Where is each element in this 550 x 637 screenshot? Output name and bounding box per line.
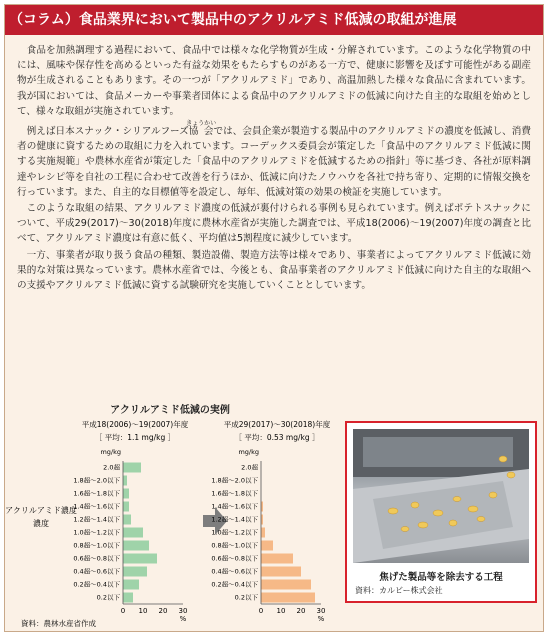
paragraph-1: 食品を加熱調理する過程において、食品中では様々な化学物質が生成・分解されています。このような化学物質の中には、風味や保存性を高めるといった有益な効果をもたらすものがある一方で、健康に影響を及ぼす可能性がある副産物が生成されることもあります。その一つが「アクリルアミド」であり、高温加熱した様々な食品に含まれています。我が国においては、食品メーカーや事業者団体による食品中のアクリルアミドの低減に向けた自主的な取組を始めとして、様々な取組が実施されています。 (17, 45, 531, 117)
bar-2017 (261, 528, 265, 538)
category-label-2006: 1.6超〜1.8以下 (73, 489, 120, 498)
category-label-2006: 1.4超〜1.6以下 (73, 502, 120, 511)
category-label-2017: 1.4超〜1.6以下 (211, 502, 258, 511)
y-axis-label-2: 濃度 (33, 519, 49, 528)
chart-title: アクリルアミド低減の実例 (110, 405, 230, 416)
paragraph-4: 一方、事業者が取り扱う食品の種類、製造設備、製造方法等は様々であり、事業者によってアクリルアミド低減に効果的な対策は異なっています。農林水産省では、今後とも、食品事業者のアクリルアミド低減に向けた自主的な取組への支援やアクリルアミド低減に資する試験研究を実施していくこととしています。 (17, 249, 531, 292)
bar-2017 (261, 541, 273, 551)
x-unit-label: % (317, 615, 325, 623)
column-title: （コラム）食品業界において製品中のアクリルアミド低減の取組が進展 (5, 5, 543, 35)
photo-box (345, 421, 537, 603)
x-tick-label: 10 (276, 607, 286, 615)
chart-source: 資料：農林水産省作成 (21, 619, 96, 628)
series-1-average: ［ 平均：1.1 mg/kg ］ (94, 433, 176, 442)
column-body (17, 43, 531, 294)
category-label-2017: 1.6超〜1.8以下 (211, 489, 258, 498)
unit-label-left: mg/kg (100, 448, 121, 456)
acrylamide-chart (5, 415, 341, 630)
bar-2006 (123, 580, 139, 590)
x-tick-label: 30 (178, 607, 188, 615)
panel-2006 (73, 461, 187, 623)
x-tick-label: 0 (120, 607, 126, 615)
x-tick-label: 0 (258, 607, 264, 615)
category-label-2006: 0.4超〜0.6以下 (73, 567, 120, 576)
category-label-2006: 0.6超〜0.8以下 (73, 554, 120, 563)
bar-2006 (123, 502, 129, 512)
bar-2006 (123, 489, 129, 499)
photo-caption: 焦げた製品等を除去する工程 (379, 572, 503, 583)
x-tick-label: 10 (138, 607, 148, 615)
bar-2017 (261, 593, 315, 603)
bar-2006 (123, 463, 141, 473)
bar-2017 (261, 580, 311, 590)
category-label-2017: 1.0超〜1.2以下 (211, 528, 258, 537)
panel-2017 (211, 461, 325, 623)
category-label-2006: 1.0超〜1.2以下 (73, 528, 120, 537)
bar-2006 (123, 515, 131, 525)
bar-2006 (123, 567, 147, 577)
bar-2006 (123, 528, 143, 538)
category-label-2017: 0.2以下 (234, 593, 258, 602)
bar-2006 (123, 476, 127, 486)
bar-2006 (123, 593, 133, 603)
category-label-2006: 0.2超〜0.4以下 (73, 580, 120, 589)
x-unit-label: % (179, 615, 187, 623)
bar-2006 (123, 554, 157, 564)
unit-label-right: mg/kg (238, 448, 259, 456)
category-label-2017: 1.2超〜1.4以下 (211, 515, 258, 524)
category-label-2017: 1.8超〜2.0以下 (211, 476, 258, 485)
category-label-2006: 0.8超〜1.0以下 (73, 541, 120, 550)
column-box (4, 4, 544, 632)
bar-2006 (123, 541, 149, 551)
category-label-2006: 1.2超〜1.4以下 (73, 515, 120, 524)
x-tick-label: 20 (296, 607, 306, 615)
series-2-average: ［ 平均：0.53 mg/kg ］ (234, 433, 320, 442)
category-label-2017: 2.0超 (241, 463, 258, 472)
paragraph-2: 例えば日本スナック・シリアルフーズ協会きょうかいでは、会員企業が製造する製品中のアクリルアミドの濃度を低減し、消費者の健康に資するための取組に力を入れています。コーデックス委員会が策定した「食品中のアクリルアミド低減に関する実施規範」や農林水産省が策定した「食品中のアクリルアミドを低減するための指針」等に基づき、各社が原料調達やレシピ等を自社の工程に合わせて改善を行うほか、低減に向けたノウハウを各社で持ち寄り、定期的に情報交換を行っています。また、自主的な目標値等を設定し、毎年、低減対策の効果の検証を実施しています。 (17, 120, 531, 198)
photo-source: 資料：カルビー株式会社 (355, 586, 443, 595)
category-label-2006: 2.0超 (103, 463, 120, 472)
bar-2017 (261, 567, 301, 577)
production-line-photo (353, 429, 529, 563)
series-2-name: 平成29(2017)〜30(2018)年度 (223, 420, 331, 429)
series-1-name: 平成18(2006)〜19(2007)年度 (81, 420, 189, 429)
x-tick-label: 20 (158, 607, 168, 615)
paragraph-3: このような取組の結果、アクリルアミド濃度の低減が裏付けられる事例も見られています。例えばポテトスナックについて、平成29(2017)〜30(2018)年度に農林水産省が実施した調査では、平成18(2006)〜19(2007)年度の調査と比べて、アクリルアミド濃度は有意に低く、平均値は5割程度に減少しています。 (17, 203, 531, 245)
category-label-2006: 0.2以下 (96, 593, 120, 602)
category-label-2017: 0.4超〜0.6以下 (211, 567, 258, 576)
category-label-2006: 1.8超〜2.0以下 (73, 476, 120, 485)
category-label-2017: 0.2超〜0.4以下 (211, 580, 258, 589)
x-tick-label: 30 (316, 607, 326, 615)
category-label-2017: 0.8超〜1.0以下 (211, 541, 258, 550)
bar-2017 (261, 554, 293, 564)
y-axis-label: アクリルアミド濃度 (5, 506, 77, 515)
category-label-2017: 0.6超〜0.8以下 (211, 554, 258, 563)
